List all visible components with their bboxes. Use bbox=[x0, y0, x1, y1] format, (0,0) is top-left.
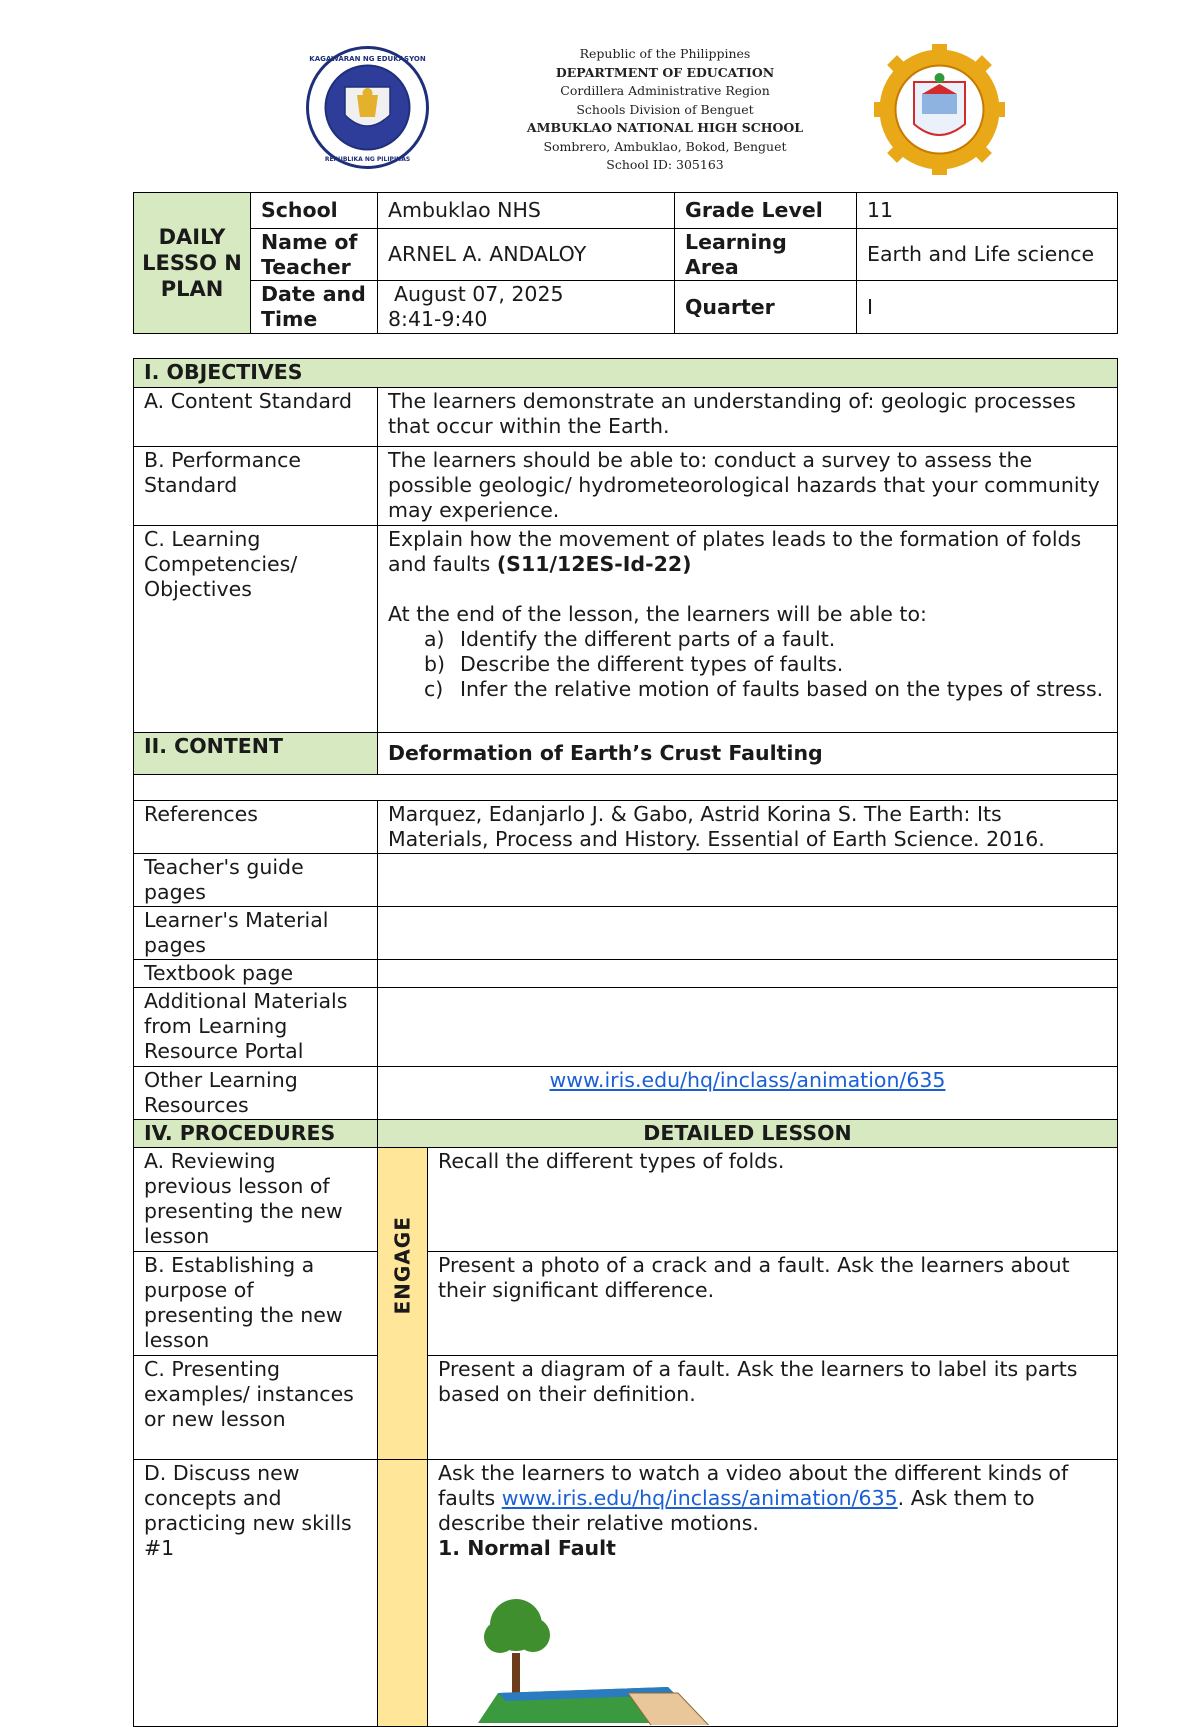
teacher-label: Name of Teacher bbox=[251, 229, 378, 281]
learners-material-label: Learner's Material pages bbox=[134, 907, 378, 960]
lesson-plan-table bbox=[133, 358, 1118, 1727]
quarter-label: Quarter bbox=[675, 281, 857, 334]
objectives-heading: I. OBJECTIVES bbox=[134, 359, 1118, 388]
procedure-a-value: Recall the different types of folds. bbox=[428, 1148, 1118, 1252]
competency-text: Explain how the movement of plates leads to the formation of folds and faults bbox=[388, 527, 1082, 576]
procedure-c-value: Present a diagram of a fault. Ask the learners to label its parts based on their definition. bbox=[428, 1356, 1118, 1460]
time-value: 8:41-9:40 bbox=[388, 307, 488, 331]
procedure-b-value: Present a photo of a crack and a fault. Ask the learners about their significant difference. bbox=[428, 1252, 1118, 1356]
competency-label: C. Learning Competencies/ Objectives bbox=[134, 526, 378, 733]
procedure-d-text: Ask the learners to watch a video about the different kinds of faults www.iris.edu/hq/inclass/animation/635. Ask them to describe their relative motions. bbox=[438, 1461, 1069, 1535]
header-text-block bbox=[455, 45, 875, 175]
quarter-value: I bbox=[857, 281, 1118, 334]
teacher-value: ARNEL A. ANDALOY bbox=[378, 229, 675, 281]
grade-level-value: 11 bbox=[857, 193, 1118, 229]
learning-area-label: Learning Area bbox=[675, 229, 857, 281]
normal-fault-diagram-icon bbox=[478, 1575, 718, 1725]
school-value: Ambuklao NHS bbox=[378, 193, 675, 229]
date-value: August 07, 2025 bbox=[394, 282, 564, 306]
textbook-label: Textbook page bbox=[134, 960, 378, 988]
header-region: Cordillera Administrative Region bbox=[560, 83, 770, 98]
header-division: Schools Division of Benguet bbox=[576, 101, 754, 117]
iris-video-link[interactable]: www.iris.edu/hq/inclass/animation/635 bbox=[501, 1486, 898, 1510]
iris-animation-link[interactable]: www.iris.edu/hq/inclass/animation/635 bbox=[549, 1068, 946, 1092]
additional-materials-value bbox=[378, 988, 1118, 1067]
procedure-c-label: C. Presenting examples/ instances or new lesson bbox=[134, 1356, 378, 1460]
other-resources-label: Other Learning Resources bbox=[134, 1067, 378, 1120]
header-school-name: AMBUKLAO NATIONAL HIGH SCHOOL bbox=[526, 120, 804, 135]
list-item: c) Infer the relative motion of faults based on the types of stress. bbox=[424, 677, 1104, 701]
references-label: References bbox=[134, 801, 378, 854]
engage-label: ENGAGE bbox=[390, 1216, 414, 1315]
header-address: Sombrero, Ambuklao, Bokod, Benguet bbox=[543, 138, 787, 154]
competency-cell bbox=[378, 526, 1118, 733]
content-standard-value: The learners demonstrate an understanding of: geologic processes that occur within the Earth. bbox=[378, 388, 1118, 447]
list-item: b) Describe the different types of faults. bbox=[424, 652, 844, 676]
document-header bbox=[0, 0, 1200, 185]
procedure-d-label: D. Discuss new concepts and practicing new skills #1 bbox=[134, 1460, 378, 1727]
svg-text:KAGAWARAN NG EDUKASYON: KAGAWARAN NG EDUKASYON bbox=[309, 55, 426, 63]
deped-seal-icon bbox=[305, 45, 430, 170]
phase-cell bbox=[378, 1460, 428, 1727]
content-topic: Deformation of Earth’s Crust Faulting bbox=[378, 733, 1118, 775]
learning-area-value: Earth and Life science bbox=[857, 229, 1118, 281]
grade-level-label: Grade Level bbox=[675, 193, 857, 229]
school-label: School bbox=[251, 193, 378, 229]
date-label: Date and Time bbox=[251, 281, 378, 334]
lesson-info-table bbox=[133, 192, 1118, 334]
references-value: Marquez, Edanjarlo J. & Gabo, Astrid Korina S. The Earth: Its Materials, Process and History. Essential of Earth Science. 2016. bbox=[378, 801, 1118, 854]
performance-standard-label: B. Performance Standard bbox=[134, 447, 378, 526]
header-school-id: School ID: 305163 bbox=[606, 157, 724, 172]
detailed-lesson-heading: DETAILED LESSON bbox=[378, 1120, 1118, 1148]
teachers-guide-label: Teacher's guide pages bbox=[134, 854, 378, 907]
normal-fault-heading: 1. Normal Fault bbox=[438, 1536, 616, 1560]
header-republic: Republic of the Philippines bbox=[579, 46, 751, 61]
procedures-heading: IV. PROCEDURES bbox=[134, 1120, 378, 1148]
content-heading: II. CONTENT bbox=[134, 733, 378, 775]
teachers-guide-value bbox=[378, 854, 1118, 907]
dlp-title: DAILY LESSO N PLAN bbox=[134, 193, 251, 334]
procedure-d-cell bbox=[428, 1460, 1118, 1727]
list-item: a) Identify the different parts of a fault. bbox=[424, 627, 836, 651]
other-resources-cell bbox=[378, 1067, 1118, 1120]
school-seal-icon bbox=[872, 42, 1007, 177]
header-deped: DEPARTMENT OF EDUCATION bbox=[555, 64, 775, 80]
performance-standard-value: The learners should be able to: conduct a survey to assess the possible geologic/ hydrometeorological hazards that your community may experience. bbox=[378, 447, 1118, 526]
date-time-value bbox=[378, 281, 675, 334]
procedure-b-label: B. Establishing a purpose of presenting the new lesson bbox=[134, 1252, 378, 1356]
objectives-list bbox=[388, 627, 1107, 702]
spacer-row bbox=[134, 775, 1118, 801]
textbook-value bbox=[378, 960, 1118, 988]
engage-phase-cell bbox=[378, 1148, 428, 1460]
svg-text:REPUBLIKA NG PILIPINAS: REPUBLIKA NG PILIPINAS bbox=[324, 156, 411, 163]
learners-material-value bbox=[378, 907, 1118, 960]
competency-statement bbox=[388, 527, 1107, 577]
content-standard-label: A. Content Standard bbox=[134, 388, 378, 447]
procedure-a-label: A. Reviewing previous lesson of presenting the new lesson bbox=[134, 1148, 378, 1252]
objectives-intro: At the end of the lesson, the learners will be able to: bbox=[388, 602, 927, 626]
additional-materials-label: Additional Materials from Learning Resource Portal bbox=[134, 988, 378, 1067]
competency-code: (S11/12ES-Id-22) bbox=[496, 552, 692, 576]
